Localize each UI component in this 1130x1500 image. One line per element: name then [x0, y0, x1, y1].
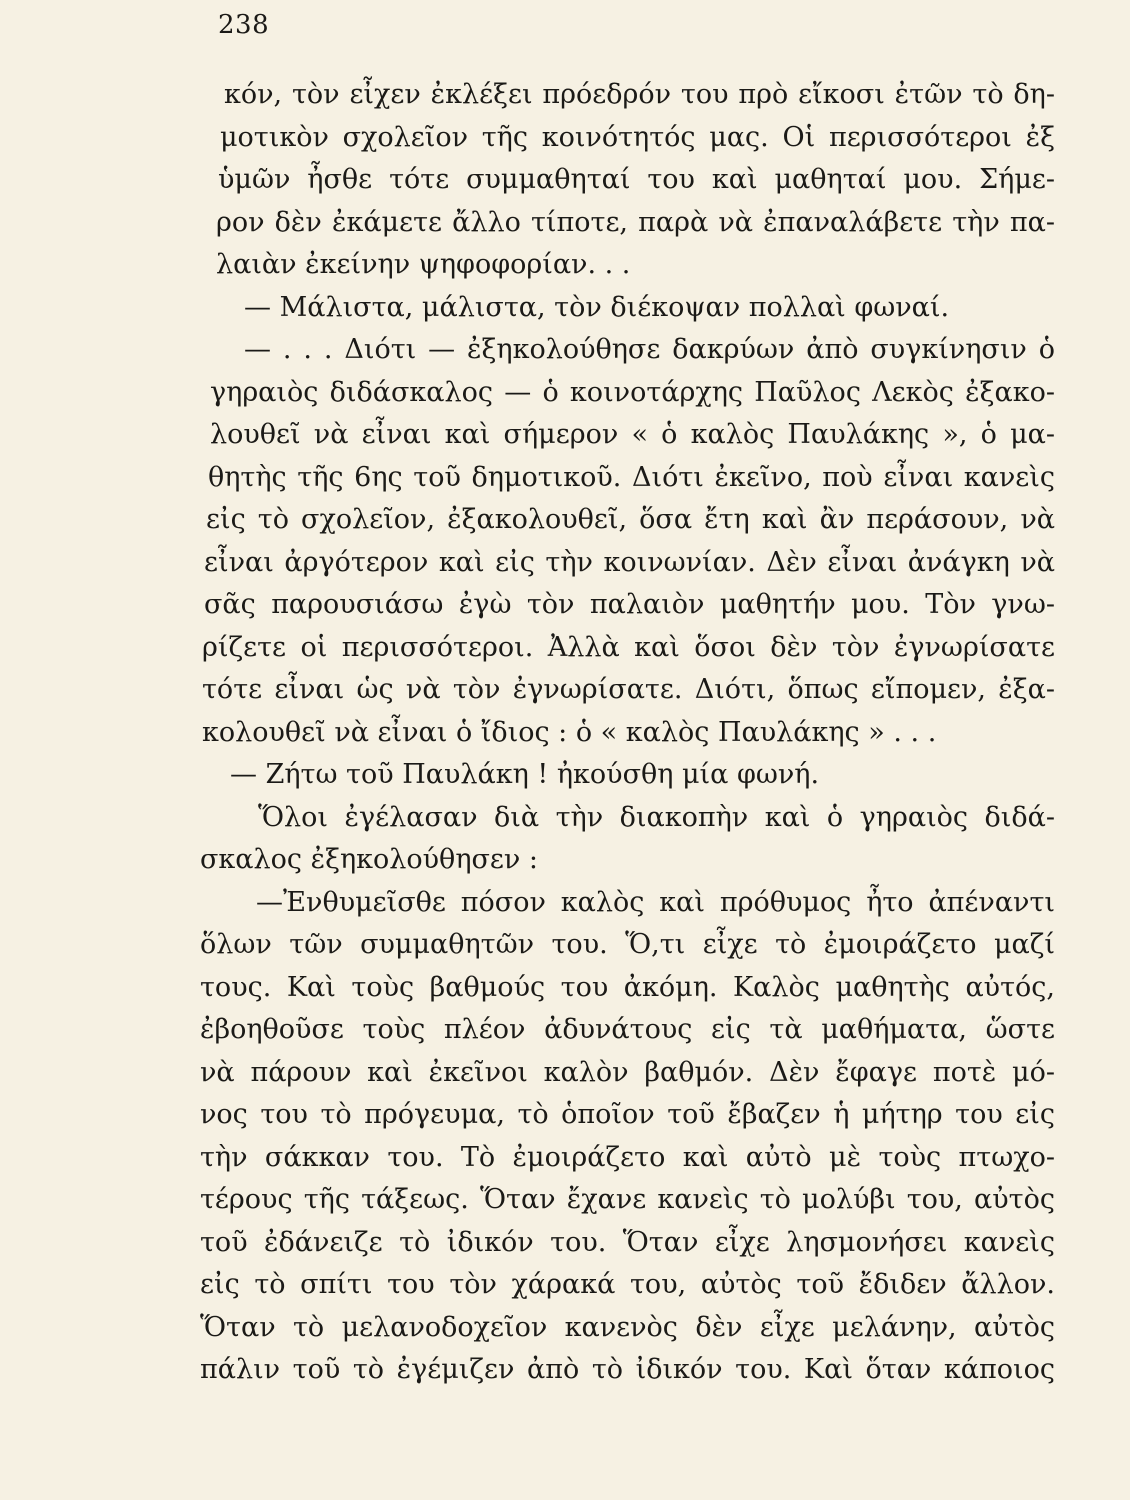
page-number: 238 [218, 10, 270, 40]
text-line: μοτικὸν σχολεῖον τῆς κοινότητός μας. Οἱ περισσότεροι ἐξ [220, 121, 1055, 153]
text-line: ὅλων τῶν συμμαθητῶν του. Ὅ,τι εἶχε τὸ ἐμοιράζετο μαζί [200, 929, 1055, 960]
text-line: θητὴς τῆς 6ης τοῦ δημοτικοῦ. Διότι ἐκεῖνο, ποὺ εἶναι κανεὶς [208, 461, 1055, 493]
text-line: λαιὰν ἐκείνην ψηφοφορίαν. . . [216, 249, 631, 280]
text-line: — Μάλιστα, μάλιστα, τὸν διέκοψαν πολλαὶ φωναί. [244, 291, 950, 323]
text-line: εἶναι ἀργότερον καὶ εἰς τὴν κοινωνίαν. Δὲν εἶναι ἀνάγκη νὰ [204, 546, 1055, 578]
text-line: τους. Καὶ τοὺς βαθμούς του ἀκόμη. Καλὸς μαθητὴς αὐτός, [200, 971, 1055, 1003]
text-line: κολουθεῖ νὰ εἶναι ὁ ἴδιος : ὁ « καλὸς Παυλάκης » . . . [202, 716, 937, 748]
text-line: τότε εἶναι ὡς νὰ τὸν ἐγνωρίσατε. Διότι, ὅπως εἴπομεν, ἐξα- [202, 674, 1055, 705]
text-line: ρίζετε οἱ περισσότεροι. Ἀλλὰ καὶ ὅσοι δὲν τὸν ἐγνωρίσατε [202, 631, 1055, 663]
text-line: τοῦ ἐδάνειζε τὸ ἰδικόν του. Ὅταν εἶχε λησμονήσει κανεὶς [200, 1226, 1055, 1258]
text-line: ὑμῶν ἦσθε τότε συμμαθηταί του καὶ μαθηταί μου. Σήμε- [218, 164, 1055, 195]
text-line: — . . . Διότι — ἐξηκολούθησε δακρύων ἀπὸ συγκίνησιν ὁ [244, 334, 1055, 365]
text-line: ρον δὲν ἐκάμετε ἄλλο τίποτε, παρὰ νὰ ἐπαναλάβετε τὴν πα- [216, 206, 1055, 238]
text-line: εἰς τὸ σπίτι του τὸν χάρακά του, αὐτὸς τοῦ ἔδιδεν ἄλλον. [200, 1269, 1055, 1300]
text-line: ἐβοηθοῦσε τοὺς πλέον ἀδυνάτους εἰς τὰ μαθήματα, ὥστε [200, 1014, 1055, 1045]
text-line: κόν, τὸν εἶχεν ἐκλέξει πρόεδρόν του πρὸ εἴκοσι ἐτῶν τὸ δη- [224, 79, 1055, 110]
text-line: σκαλος ἐξηκολούθησεν : [200, 844, 539, 875]
text-line: πάλιν τοῦ τὸ ἐγέμιζεν ἀπὸ τὸ ἰδικόν του. Καὶ ὅταν κάποιος [200, 1354, 1055, 1385]
text-line: λουθεῖ νὰ εἶναι καὶ σήμερον « ὁ καλὸς Παυλάκης », ὁ μα- [210, 419, 1055, 450]
text-line: Ὅταν τὸ μελανοδοχεῖον κανενὸς δὲν εἶχε μελάνην, αὐτὸς [200, 1311, 1055, 1343]
text-line: τὴν σάκκαν του. Τὸ ἐμοιράζετο καὶ αὐτὸ μὲ τοὺς πτωχο- [200, 1141, 1055, 1173]
text-line: νὰ πάρουν καὶ ἐκεῖνοι καλὸν βαθμόν. Δὲν ἔφαγε ποτὲ μό- [200, 1056, 1055, 1088]
text-line: — Ζήτω τοῦ Παυλάκη ! ἠκούσθη μία φωνή. [230, 759, 820, 790]
text-line: σᾶς παρουσιάσω ἐγὼ τὸν παλαιὸν μαθητήν μου. Τὸν γνω- [204, 589, 1055, 620]
body-text [200, 74, 1055, 1392]
text-line: —Ἐνθυμεῖσθε πόσον καλὸς καὶ πρόθυμος ἦτο ἀπέναντι [256, 886, 1055, 918]
text-line: γηραιὸς διδάσκαλος — ὁ κοινοτάρχης Παῦλος Λεκὸς ἐξακο- [210, 376, 1055, 408]
text-line: τέρους τῆς τάξεως. Ὅταν ἔχανε κανεὶς τὸ μολύβι του, αὐτὸς [200, 1184, 1055, 1215]
text-line: εἰς τὸ σχολεῖον, ἐξακολουθεῖ, ὅσα ἔτη καὶ ἂν περάσουν, νὰ [206, 504, 1055, 535]
text-line: νος του τὸ πρόγευμα, τὸ ὁποῖον τοῦ ἔβαζεν ἡ μήτηρ του εἰς [200, 1099, 1055, 1130]
text-line: Ὅλοι ἐγέλασαν διὰ τὴν διακοπὴν καὶ ὁ γηραιὸς διδά- [258, 801, 1055, 833]
